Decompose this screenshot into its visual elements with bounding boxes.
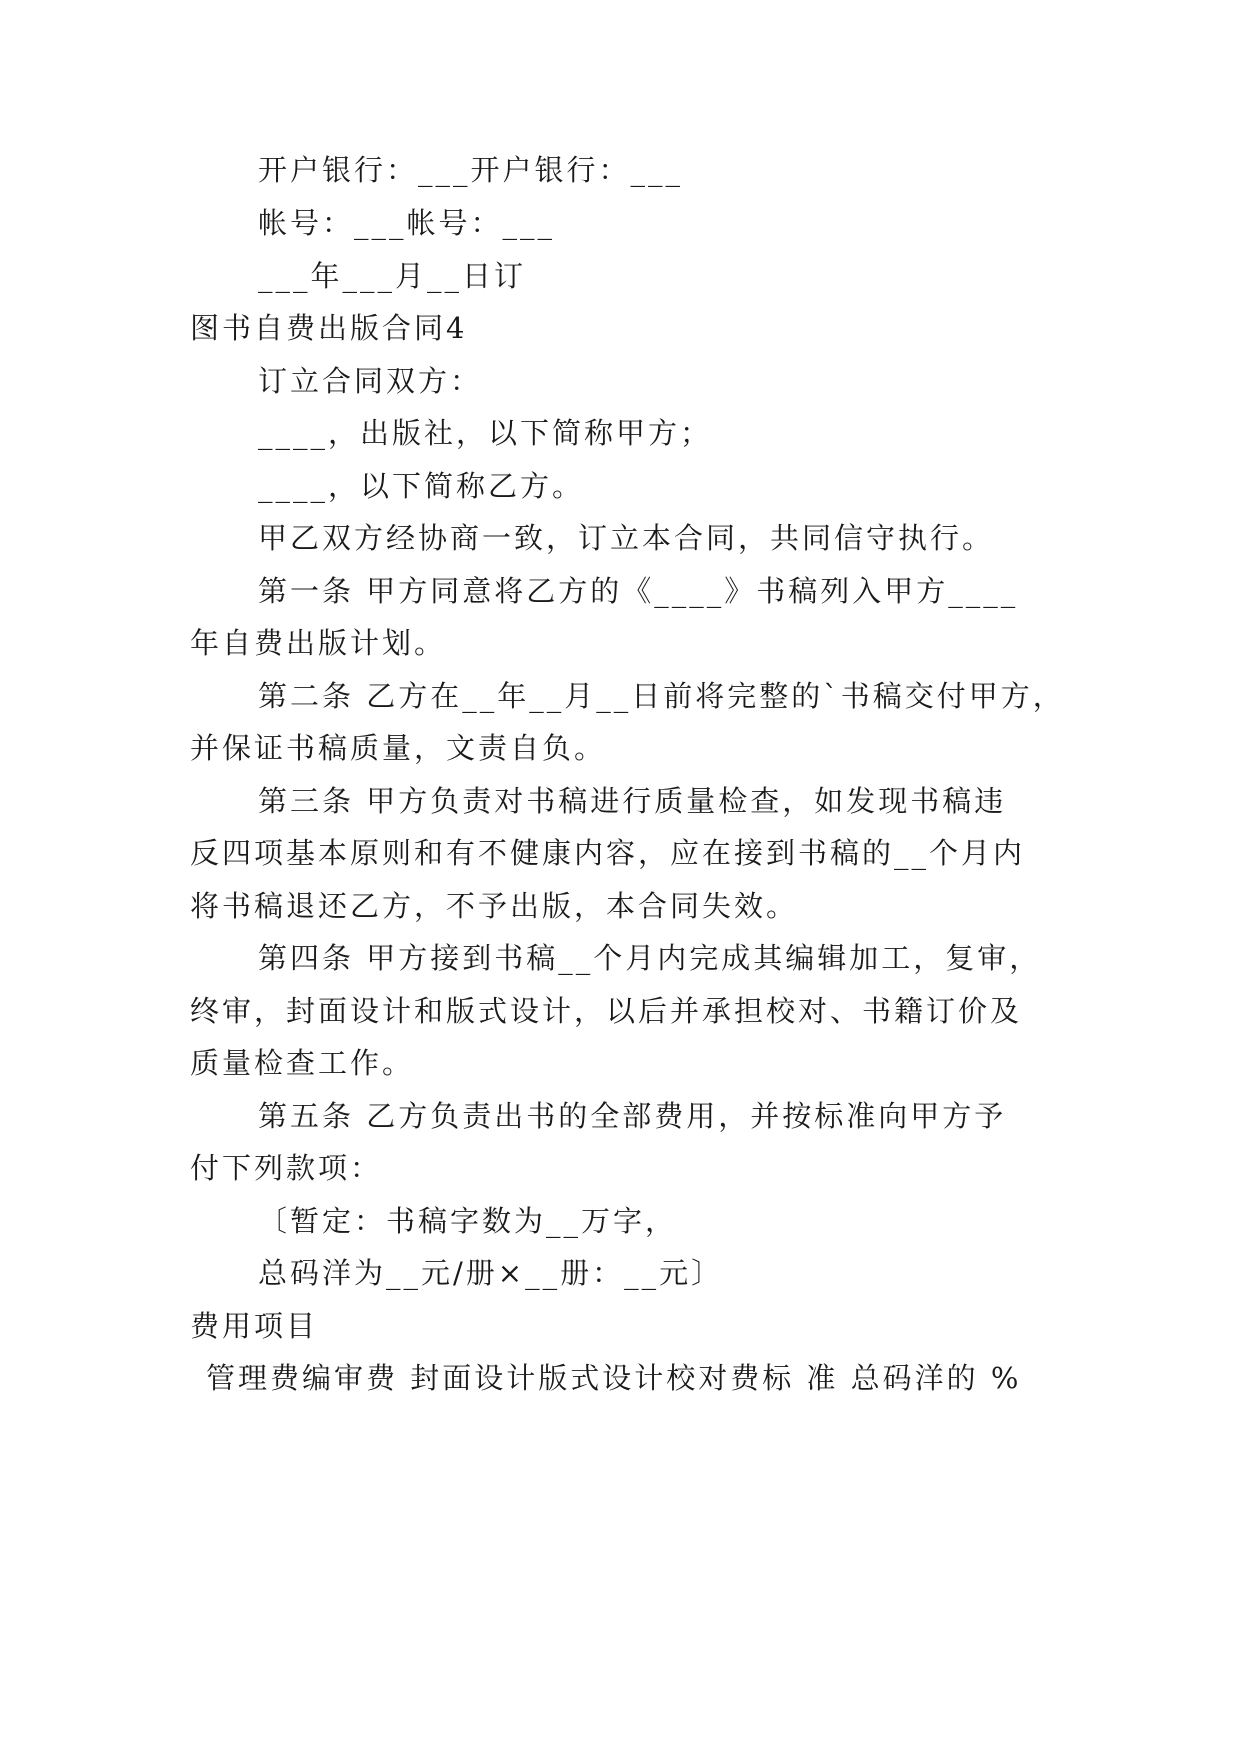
article-1-line-1: 第一条 甲方同意将乙方的《____》书稿列入甲方____ [258, 574, 1019, 608]
estimate-line-2: 总码洋为__元/册×__册：__元〕 [258, 1256, 724, 1290]
article-3-line-1: 第三条 甲方负责对书稿进行质量检查，如发现书稿违 [258, 784, 1007, 818]
signing-date-line: ___年___月__日订 [258, 259, 527, 293]
fee-items-row: 管理费编审费 封面设计版式设计校对费标 准 总码洋的 % [206, 1361, 1022, 1395]
fee-items-heading: 费用项目 [190, 1309, 319, 1343]
article-4-line-1: 第四条 甲方接到书稿__个月内完成其编辑加工，复审， [258, 941, 1042, 975]
bank-account-line: 开户银行：___开户银行：___ [258, 153, 684, 187]
party-a-line: ____，出版社，以下简称甲方； [258, 416, 713, 450]
article-3-line-3: 将书稿退还乙方，不予出版，本合同失效。 [190, 889, 799, 923]
article-5-line-1: 第五条 乙方负责出书的全部费用，并按标准向甲方予 [258, 1099, 1007, 1133]
estimate-line-1: 〔暂定：书稿字数为__万字， [258, 1204, 678, 1238]
account-number-line: 帐号：___帐号：___ [258, 206, 556, 240]
agreement-statement: 甲乙双方经协商一致，订立本合同，共同信守执行。 [258, 521, 995, 555]
article-4-line-2: 终审，封面设计和版式设计，以后并承担校对、书籍订价及 [190, 994, 1023, 1028]
party-b-line: ____，以下简称乙方。 [258, 469, 585, 503]
article-2-line-2: 并保证书稿质量，文责自负。 [190, 731, 607, 765]
article-1-line-2: 年自费出版计划。 [190, 626, 447, 660]
parties-heading: 订立合同双方： [258, 364, 483, 398]
article-2-line-1: 第二条 乙方在__年__月__日前将完整的`书稿交付甲方， [258, 679, 1065, 713]
article-5-line-2: 付下列款项： [190, 1151, 383, 1185]
contract-title: 图书自费出版合同4 [190, 311, 468, 345]
article-4-line-3: 质量检查工作。 [190, 1046, 415, 1080]
article-3-line-2: 反四项基本原则和有不健康内容，应在接到书稿的__个月内 [190, 836, 1026, 870]
